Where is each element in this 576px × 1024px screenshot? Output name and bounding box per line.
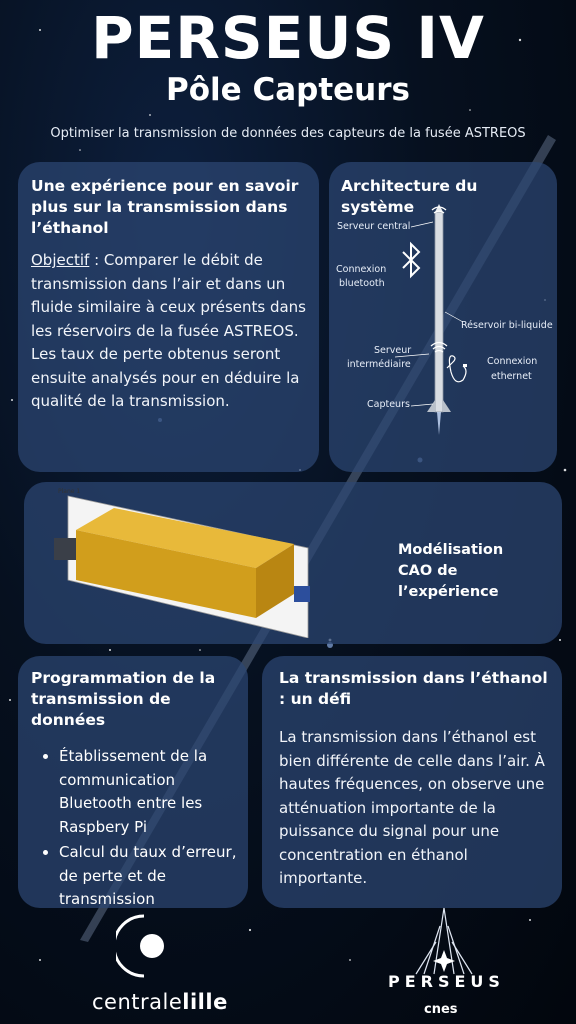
programming-list <box>31 745 238 912</box>
centrale-lille-logo <box>92 990 228 1014</box>
cao-label-line1: Modélisation <box>398 542 504 558</box>
page-subtitle: Pôle Capteurs <box>166 72 410 108</box>
label-bluetooth-2: bluetooth <box>339 278 385 289</box>
label-server-inter-1: Serveur <box>374 345 412 356</box>
cao-caption: Plane 1 <box>58 488 81 495</box>
cao-panel <box>24 482 562 644</box>
cao-label <box>398 540 503 603</box>
programming-panel <box>18 656 248 908</box>
cao-model-image <box>42 488 322 638</box>
perseus-logo-icon <box>394 906 494 976</box>
cao-label-line3: l’expérience <box>398 584 499 600</box>
architecture-diagram <box>329 200 557 470</box>
cao-connector-left <box>54 538 76 560</box>
page-title: PERSEUS IV <box>91 4 485 72</box>
label-reservoir: Réservoir bi-liquide <box>461 320 553 331</box>
ethanol-text: La transmission dans l’éthanol est bien différente de celle dans l’air. À hautes fréquences, on observe une atténuation importante de la puissance du signal pour une concentration en éthanol importante. <box>279 728 545 887</box>
programming-heading: Programmation de la transmission de données <box>31 669 216 729</box>
label-ethernet-1: Connexion <box>487 356 538 367</box>
logo-centrale: centrale <box>92 990 183 1014</box>
cao-connector-right <box>294 586 310 602</box>
label-server-inter-2: intermédiaire <box>347 359 411 370</box>
ethanol-panel <box>262 656 562 908</box>
list-item: • Établissement de la communication Bluetooth entre les Raspbery Pi <box>59 745 238 839</box>
objective-label: Objectif <box>31 251 90 269</box>
cao-label-line2: CAO de <box>398 563 458 579</box>
ethernet-icon <box>447 356 466 382</box>
centrale-lille-logo-icon <box>116 912 176 982</box>
label-server-central: Serveur central <box>337 221 411 232</box>
rocket-body <box>435 212 443 412</box>
list-item: • Calcul du taux d’erreur, de perte et de transmission <box>59 841 238 912</box>
cnes-logo: cnes <box>424 1002 458 1017</box>
perseus-logo-text: PERSEUS <box>388 972 505 991</box>
rocket-exhaust <box>437 412 441 435</box>
architecture-panel <box>329 162 557 472</box>
architecture-heading: Architecture du système <box>341 177 478 216</box>
bluetooth-icon <box>403 244 419 276</box>
experiment-heading: Une expérience pour en savoir plus sur la transmission dans l’éthanol <box>31 177 299 237</box>
ethanol-heading: La transmission dans l’éthanol : un défi <box>279 669 548 708</box>
label-ethernet-2: ethernet <box>491 371 532 382</box>
tagline: Optimiser la transmission de données des capteurs de la fusée ASTREOS <box>50 126 526 141</box>
experiment-panel <box>18 162 319 472</box>
experiment-text <box>31 249 307 414</box>
logo-lille: lille <box>182 990 228 1014</box>
label-bluetooth-1: Connexion <box>336 264 387 275</box>
objective-text: : Comparer le débit de transmission dans l’air et dans un fluide similaire à ceux présents dans les réservoirs de la fusée ASTREOS. Les taux de perte obtenus seront ensuite analysés pour en déduire la qualité de la transmission. <box>31 251 306 410</box>
label-sensors: Capteurs <box>367 399 410 410</box>
